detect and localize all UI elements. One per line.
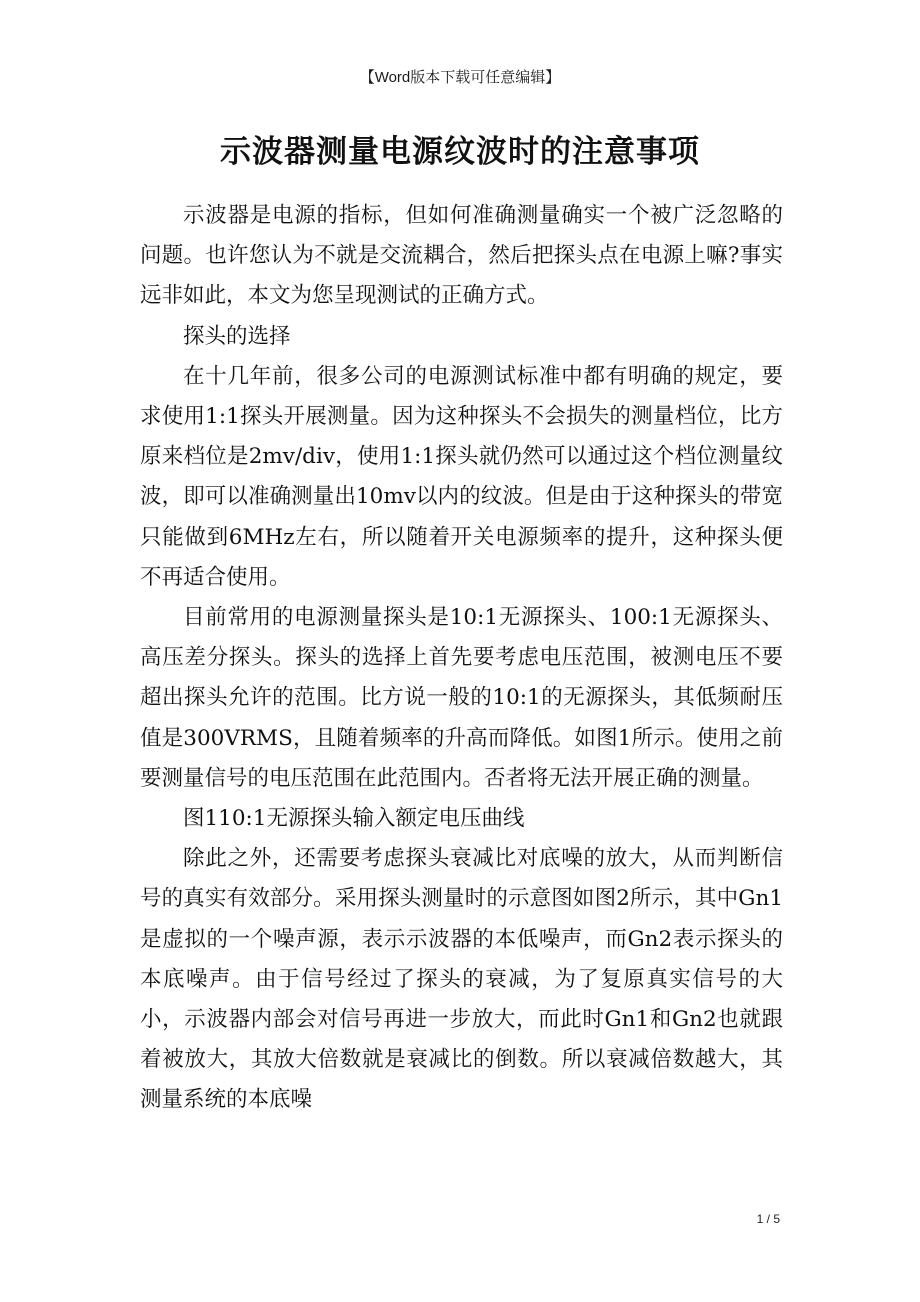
paragraph-common-probes: 目前常用的电源测量探头是10:1无源探头、100:1无源探头、高压差分探头。探头的选择上首先要考虑电压范围，被测电压不要超出探头允许的范围。比方说一般的10:1的无源探头，其低频耐压值是300VRMS，且随着频率的升高而降低。如图1所示。使用之前要测量信号的电压范围在此范围内。否者将无法开展正确的测量。	[140, 605, 783, 791]
paragraph-history: 在十几年前，很多公司的电源测试标准中都有明确的规定，要求使用1:1探头开展测量。因为这种探头不会损失的测量档位，比方原来档位是2mv/div，使用1:1探头就仍然可以通过这个档位测量纹波，即可以准确测量出10mv以内的纹波。但是由于这种探头的带宽只能做到6MHz左右，所以随着开关电源频率的提升，这种探头便不再适合使用。	[140, 363, 783, 590]
page-number: 1 / 5	[756, 1212, 780, 1226]
paragraph-noise-floor: 除此之外，还需要考虑探头衰减比对底噪的放大，从而判断信号的真实有效部分。采用探头测量时的示意图如图2所示，其中Gn1是虚拟的一个噪声源，表示示波器的本低噪声，而Gn2表示探头的本底噪声。由于信号经过了探头的衰减，为了复原真实信号的大小，示波器内部会对信号再进一步放大，而此时Gn1和Gn2也就跟着被放大，其放大倍数就是衰减比的倒数。所以衰减倍数越大，其测量系统的本底噪	[140, 846, 783, 1113]
figure-caption: 图110:1无源探头输入额定电压曲线	[183, 806, 525, 832]
paragraph-intro: 示波器是电源的指标，但如何准确测量确实一个被广泛忽略的问题。也许您认为不就是交流耦合，然后把探头点在电源上嘛?事实远非如此，本文为您呈现测试的正确方式。	[140, 203, 783, 309]
section-heading-probe-selection: 探头的选择	[183, 323, 291, 349]
document-body	[140, 196, 783, 1121]
document-header-note: 【Word版本下载可任意编辑】	[359, 69, 561, 86]
document-title: 示波器测量电源纹波时的注意事项	[220, 134, 700, 170]
